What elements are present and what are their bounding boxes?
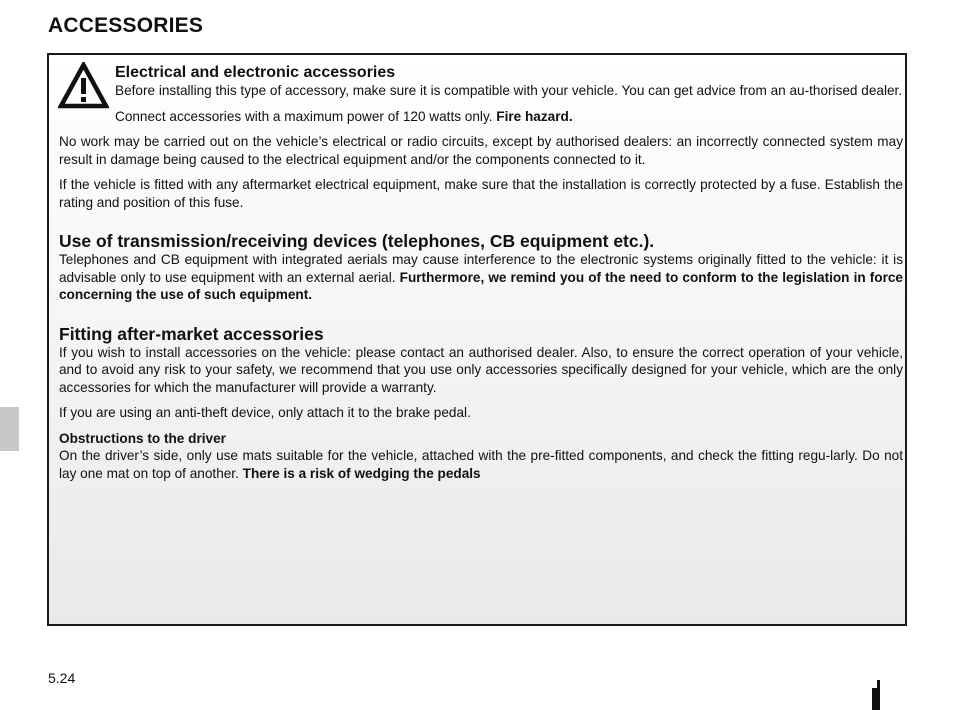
corner-mark	[872, 688, 880, 710]
chapter-tab	[0, 407, 19, 451]
page-title: ACCESSORIES	[48, 14, 204, 37]
warning-content	[59, 64, 903, 482]
electrical-paragraph-1: Before installing this type of accessory, make sure it is compatible with your vehicle. You can get advice from an au-thorised dealer.	[115, 83, 903, 98]
fitting-heading: Fitting after-market accessories	[59, 323, 324, 344]
transmission-paragraph: Telephones and CB equipment with integrated aerials may cause interference to the electronic systems originally fitted to the vehicle: it is advisable only to use equipment with an external aerial. Furthermore, we remind you of the need to conform to the legislation in force concerning the use of such equipment.	[59, 252, 903, 302]
fitting-paragraph-2: If you are using an anti-theft device, only attach it to the brake pedal.	[59, 405, 471, 420]
transmission-heading: Use of transmission/receiving devices (telephones, CB equipment etc.).	[59, 231, 655, 251]
obstructions-paragraph: On the driver’s side, only use mats suitable for the vehicle, attached with the pre-fitted components, and check the fitting regu-larly. Do not lay one mat on top of another. There is a risk of wedging the pedals	[59, 448, 903, 481]
warning-box	[47, 53, 907, 626]
page-number: 5.24	[48, 670, 76, 686]
legislation-notice: Furthermore, we remind you of the need to conform to the legislation in force concerning the use of such equipment.	[59, 269, 903, 302]
fire-hazard-warning: Fire hazard.	[496, 108, 573, 124]
obstructions-subheading: Obstructions to the driver	[59, 430, 226, 446]
fitting-paragraph-1: If you wish to install accessories on the vehicle: please contact an authorised dealer. Also, to ensure the correct operation of your vehicle, and to avoid any risk to your safety, we recommend that you use only accessories specifically designed for your vehicle, which are the only accessories for which the manufacturer will provide a warranty.	[59, 344, 903, 395]
electrical-paragraph-4: If the vehicle is fitted with any aftermarket electrical equipment, make sure that the installation is correctly protected by a fuse. Establish the rating and position of this fuse.	[59, 177, 903, 210]
electrical-paragraph-2: Connect accessories with a maximum power of 120 watts only. Fire hazard.	[115, 108, 573, 124]
electrical-paragraph-3: No work may be carried out on the vehicle’s electrical or radio circuits, except by authorised dealers: an incorrectly connected system may result in damage being caused to the electrical equipment and/or the components connected to it.	[59, 134, 903, 167]
pedal-risk-warning: There is a risk of wedging the pedals	[242, 465, 481, 481]
electrical-heading: Electrical and electronic accessories	[115, 64, 396, 81]
